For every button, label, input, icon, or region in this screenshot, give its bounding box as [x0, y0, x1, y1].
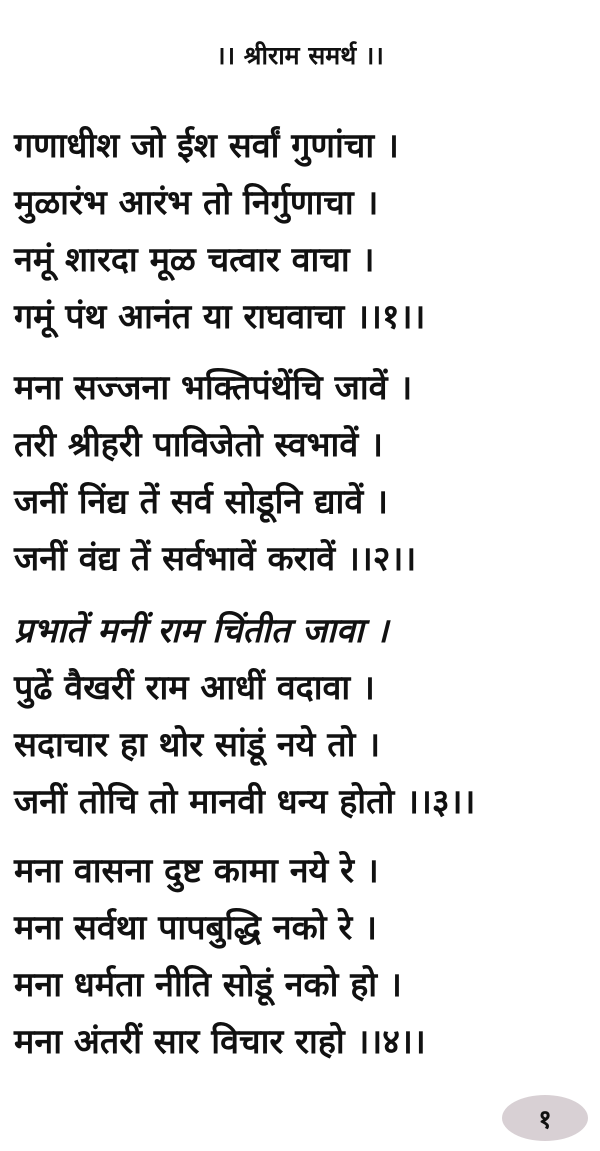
verse-2: [14, 360, 590, 588]
verse-line: पुढें वैखरीं राम आधीं वदावा ।: [14, 668, 375, 708]
verse-3: [14, 603, 590, 831]
verse-line: मना सर्वथा पापबुद्धि नको रे ।: [14, 908, 378, 948]
verse-4: [14, 843, 590, 1071]
page-number: १: [538, 1105, 552, 1135]
verse-line: जनीं तोचि तो मानवी धन्य होतो ।।३।।: [14, 782, 476, 822]
verse-line: मना अंतरीं सार विचार राहो ।।४।।: [14, 1022, 426, 1062]
verse-line: गमूं पंथ आनंत या राघवाचा ।।१।।: [14, 297, 426, 337]
verse-line: मुळारंभ आरंभ तो निर्गुणाचा ।: [14, 183, 379, 223]
page-number-badge: [502, 1095, 588, 1141]
verse-line: जनीं निंद्य तें सर्व सोडूनि द्यावें ।: [14, 482, 388, 522]
verse-line: तरी श्रीहरी पाविजेतो स्वभावें ।: [14, 425, 383, 465]
verse-line: मना वासना दुष्ट कामा नये रे ।: [14, 851, 379, 891]
verse-line: नमूं शारदा मूळ चत्वार वाचा ।: [14, 240, 375, 280]
verse-line: मना सज्जना भक्तिपंथेंचि जावें ।: [14, 368, 413, 408]
verse-line: मना धर्मता नीति सोडूं नको हो ।: [14, 965, 402, 1005]
page-header-title: ।। श्रीराम समर्थ ।।: [216, 41, 384, 70]
verse-line: सदाचार हा थोर सांडूं नये तो ।: [14, 725, 381, 765]
verse-line: गणाधीश जो ईश सर्वां गुणांचा ।: [14, 126, 399, 166]
verse-line: प्रभातें मनीं राम चिंतीत जावा ।: [14, 611, 389, 651]
verse-1: [14, 118, 590, 346]
verse-line: जनीं वंद्य तें सर्वभावें करावें ।।२।।: [14, 539, 417, 579]
